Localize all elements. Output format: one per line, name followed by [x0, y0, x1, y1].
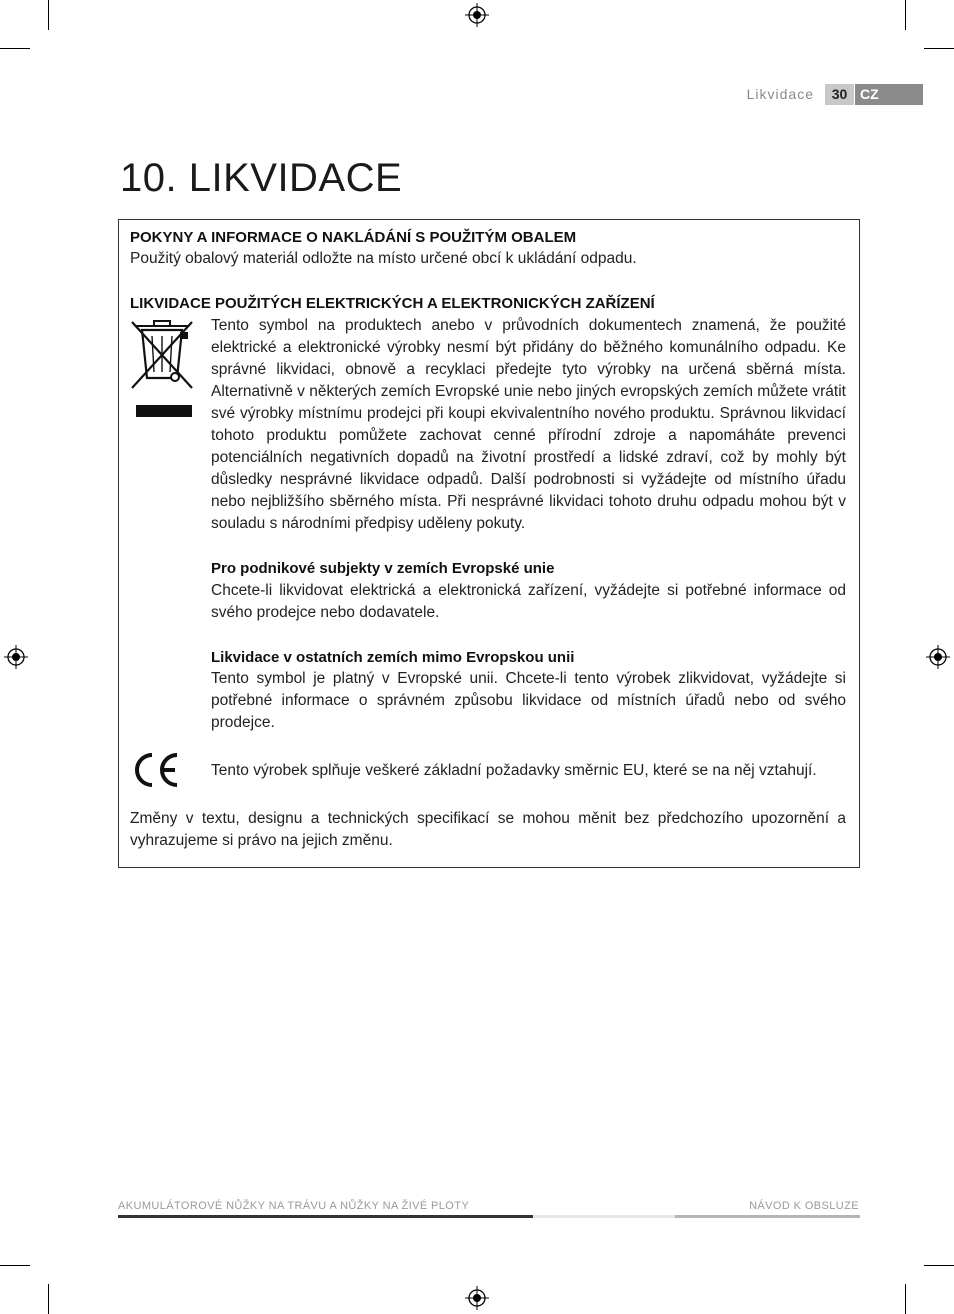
- outside-eu-text: Tento symbol je platný v Evropské unii. Chcete-li tento výrobek zlikvidovat, vyžádejte si potřebné informace o správném způsobu likvidace od místních úřadů nebo od svého prodejce.: [211, 670, 846, 731]
- weee-heading: LIKVIDACE POUŽITÝCH ELEKTRICKÝCH A ELEKTRONICKÝCH ZAŘÍZENÍ: [130, 295, 655, 312]
- weee-text: Tento symbol na produktech anebo v průvodních dokumentech znamená, že použité elektrické a elektronické výrobky nesmí být přidány do běžného komunálního odpadu. Ke správné likvidaci, obnově a recyklaci předejte tyto výrobky na určená sběrná místa. Alternativně v některých zemích Evropské unie nebo jiných evropských zemích můžete vrátit své výrobky místnímu prodejci při koupi ekvivalentního nového produktu. Správnou likvidací tohoto produktu pomůžete zachovat cenné přírodní zdroje a napomáháte prevenci potenciálních negativních dopadů na životní prostředí a lidské zdraví, což by mohly být důsledky nesprávné likvidace odpadů. Další podrobnosti si vyžádejte od místního úřadu nebo nejbližšího sběrného místa. Při nesprávné likvidaci tohoto druhu odpadu mohou být v souladu s národními předpisy uděleny pokuty.: [211, 317, 846, 532]
- crossed-out-bin-icon: [130, 318, 198, 418]
- footer-manual-label: NÁVOD K OBSLUZE: [749, 1200, 859, 1212]
- header-section-label: Likvidace: [746, 86, 814, 102]
- packaging-heading: POKYNY A INFORMACE O NAKLÁDÁNÍ S POUŽITÝM OBALEM: [130, 229, 577, 246]
- crop-mark: [905, 0, 906, 30]
- footer-bar: [675, 1215, 860, 1218]
- packaging-text: Použitý obalový materiál odložte na místo určené obcí k ukládání odpadu.: [130, 250, 637, 267]
- business-heading: Pro podnikové subjekty v zemích Evropské unie: [211, 560, 555, 577]
- outside-eu-heading: Likvidace v ostatních zemích mimo Evropskou unii: [211, 649, 575, 666]
- footer-bar: [118, 1215, 533, 1218]
- crop-mark: [924, 1265, 954, 1266]
- disclaimer-text: Změny v textu, designu a technických specifikací se mohou měnit bez předchozího upozornění a vyhrazujeme si právo na jejich změnu.: [130, 810, 846, 849]
- page-number: 30: [825, 84, 854, 105]
- crop-mark: [0, 1265, 30, 1266]
- registration-mark-icon: [465, 1286, 489, 1310]
- crop-mark: [0, 48, 30, 49]
- footer-bar: [533, 1215, 675, 1218]
- crop-mark: [905, 1284, 906, 1314]
- registration-mark-icon: [465, 3, 489, 27]
- crop-mark: [48, 1284, 49, 1314]
- footer-product-name: AKUMULÁTOROVÉ NŮŽKY NA TRÁVU A NŮŽKY NA ŽIVÉ PLOTY: [118, 1200, 470, 1212]
- registration-mark-icon: [4, 645, 28, 669]
- crop-mark: [48, 0, 49, 30]
- registration-mark-icon: [926, 645, 950, 669]
- business-text: Chcete-li likvidovat elektrická a elektronická zařízení, vyžádejte si potřebné informace od svého prodejce nebo dodavatele.: [211, 582, 846, 621]
- language-code: CZ: [855, 84, 923, 105]
- page-title: 10. LIKVIDACE: [120, 156, 403, 200]
- ce-mark-icon: [130, 750, 182, 790]
- crop-mark: [924, 48, 954, 49]
- ce-text: Tento výrobek splňuje veškeré základní požadavky směrnic EU, které se na něj vztahují.: [211, 762, 817, 779]
